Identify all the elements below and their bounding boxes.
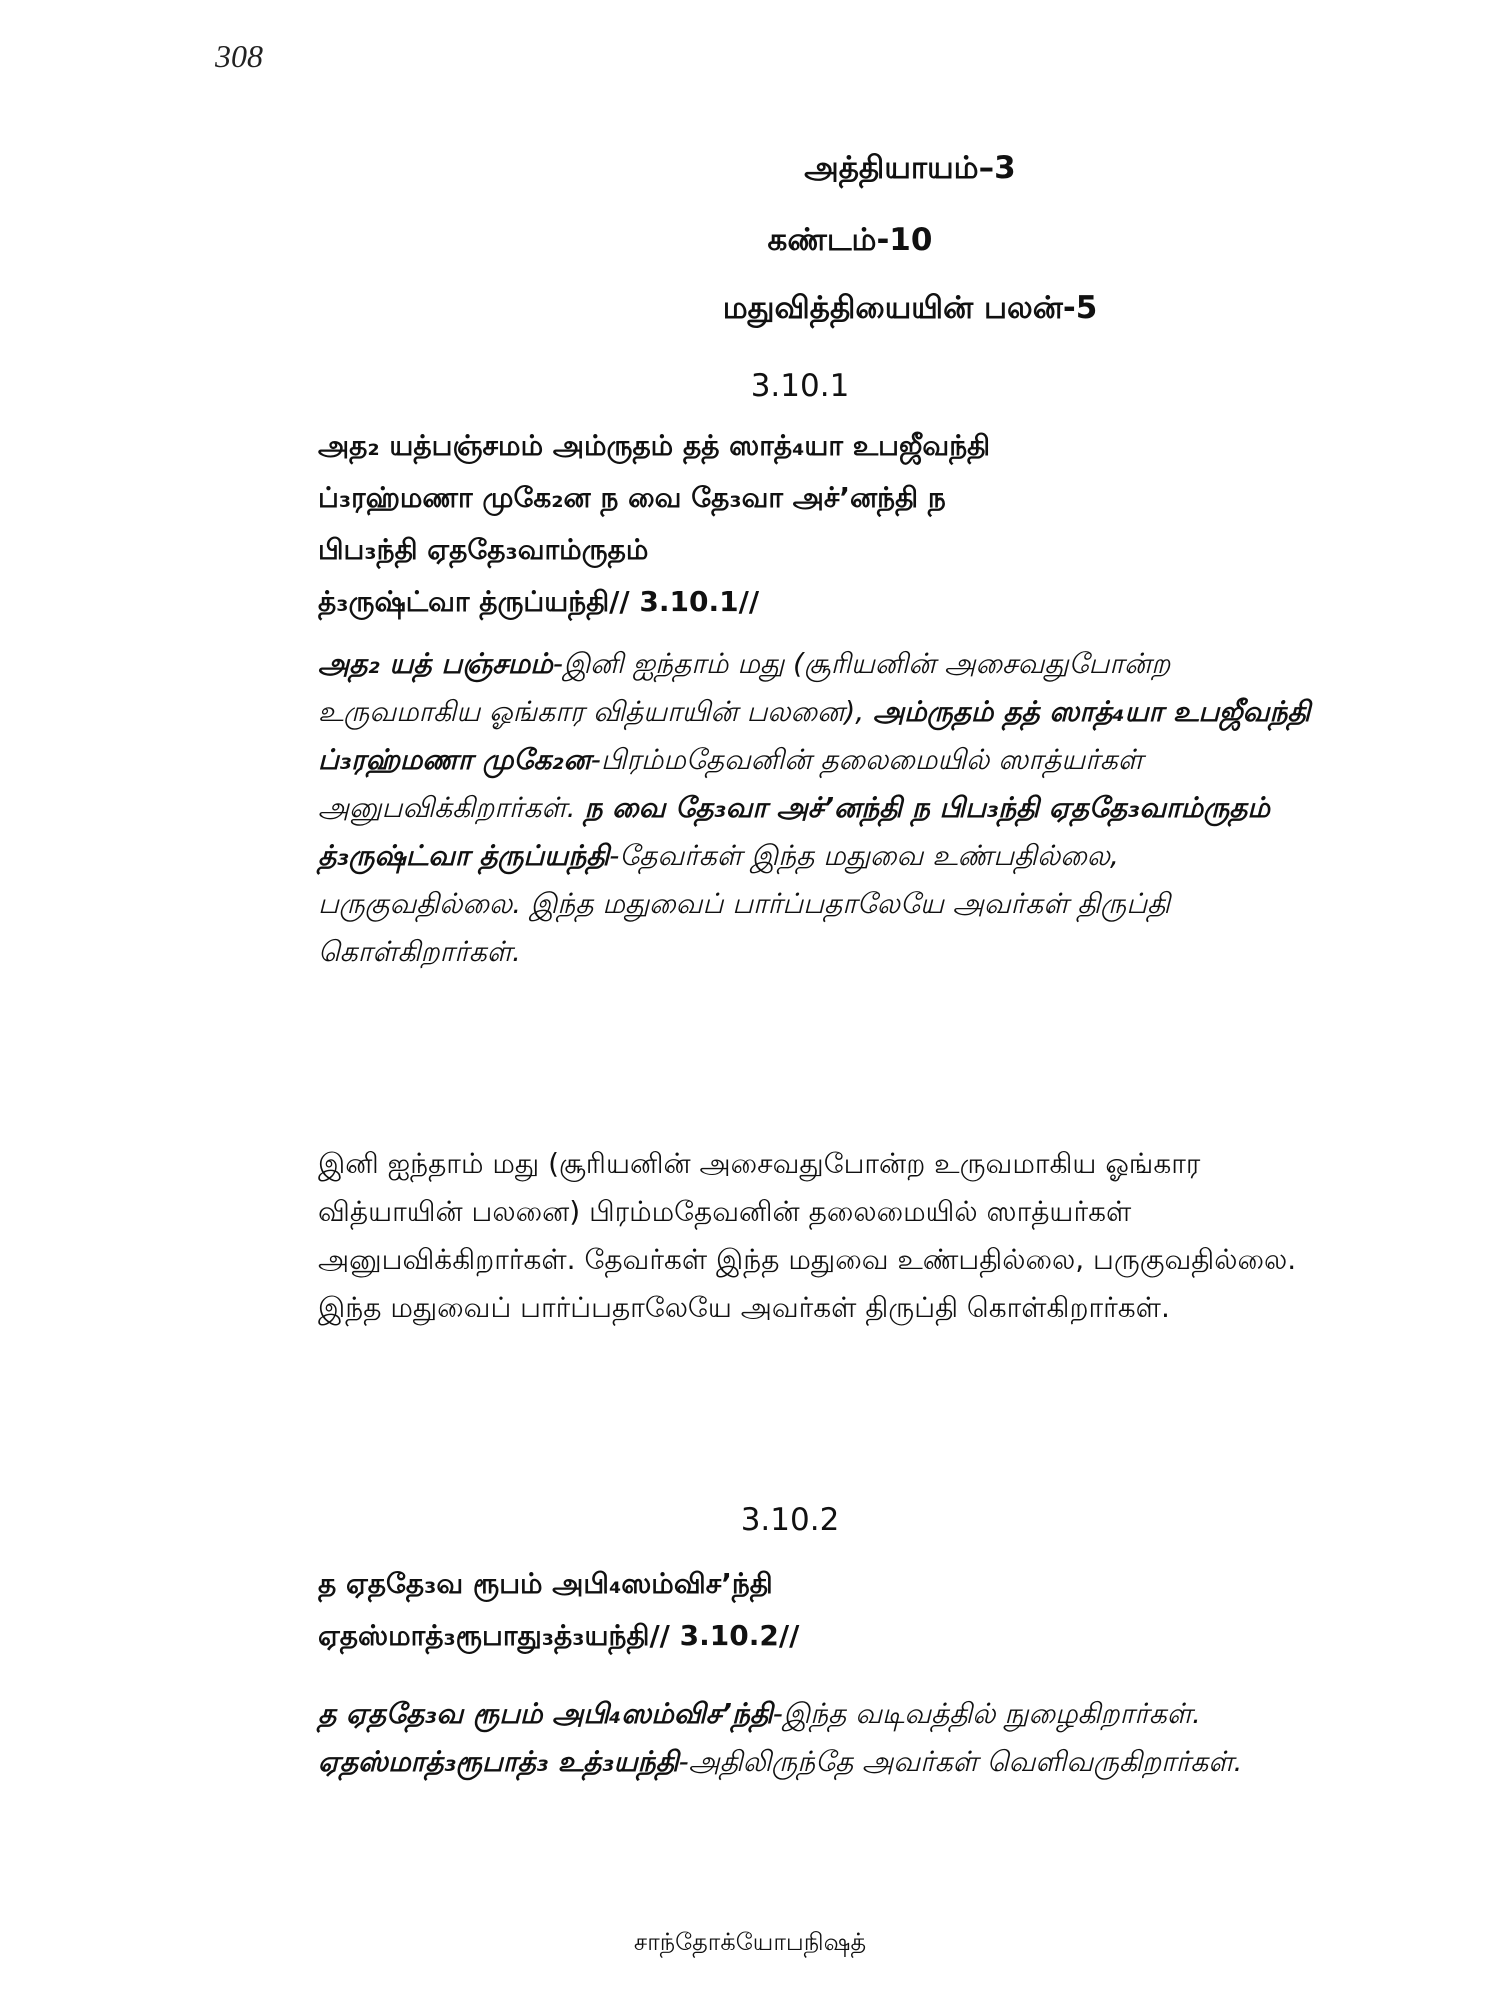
- heading-title: மதுவித்தியையின் பலன்-5: [722, 290, 1098, 326]
- mantra-block: [318, 1558, 1318, 1662]
- commentary-term: அம்ருதம் தத் ஸாத்₄யா உபஜீவந்தி ப்₃ரஹ்மணா முகே₂ன: [318, 695, 1311, 776]
- commentary-text: -பிரம்மதேவனின் தலைமையில் ஸாத்யர்கள் அனுபவிக்கிறார்கள்.: [318, 743, 1143, 824]
- commentary-block: [318, 1690, 1318, 1786]
- chapter-title: அத்தியாயம்–3: [804, 150, 1016, 186]
- verse-number: 3.10.1: [750, 368, 850, 404]
- commentary-term: ந வை தே₃வா அச்’னந்தி ந பிப₃ந்தி ஏததே₃வாம்ருதம் த்₃ருஷ்ட்வா த்ருப்யந்தி: [318, 791, 1270, 872]
- section-title: கண்டம்-10: [767, 222, 933, 258]
- commentary-term: த ஏததே₃வ ரூபம் அபி₄ஸம்விச’ந்தி: [318, 1697, 773, 1730]
- mantra-line: ப்₃ரஹ்மணா முகே₂ன ந வை தே₃வா அச்’னந்தி ந: [318, 481, 946, 514]
- mantra-line: ஏதஸ்மாத்₃ரூபாது₃த்₃யந்தி// 3.10.2//: [318, 1619, 800, 1652]
- footer-title: சாந்தோக்யோபநிஷத்: [633, 1928, 867, 1956]
- commentary-text: -அதிலிருந்தே அவர்கள் வெளிவருகிறார்கள்.: [678, 1745, 1243, 1778]
- commentary-term: அத₂ யத் பஞ்சமம்: [318, 647, 553, 680]
- commentary-text: -இனி ஐந்தாம் மது (சூரியனின் அசைவதுபோன்ற உருவமாகிய ஓங்கார வித்யாயின் பலனை),: [318, 647, 1171, 728]
- commentary-text: -இந்த வடிவத்தில் நுழைகிறார்கள்.: [772, 1697, 1201, 1730]
- commentary-text: -தேவர்கள் இந்த மதுவை உண்பதில்லை, பருகுவதில்லை. இந்த மதுவைப் பார்ப்பதாலேயே அவர்கள் திருப்தி கொள்கிறார்கள்.: [318, 839, 1171, 968]
- prose-text: இனி ஐந்தாம் மது (சூரியனின் அசைவதுபோன்ற உருவமாகிய ஓங்கார வித்யாயின் பலனை) பிரம்மதேவனின் தலைமையில் ஸாத்யர்கள் அனுபவிக்கிறார்கள். தேவர்கள் இந்த மதுவை உண்பதில்லை, பருகுவதில்லை. இந்த மதுவைப் பார்ப்பதாலேயே அவர்கள் திருப்தி கொள்கிறார்கள்.: [318, 1147, 1297, 1324]
- commentary-term: ஏதஸ்மாத்₃ரூபாத்₃ உத்₃யந்தி: [318, 1745, 679, 1778]
- page-number: 308: [215, 38, 263, 74]
- mantra-line: த்₃ருஷ்ட்வா த்ருப்யந்தி// 3.10.1//: [318, 585, 760, 618]
- commentary-block: [318, 640, 1318, 976]
- mantra-line: த ஏததே₃வ ரூபம் அபி₄ஸம்விச’ந்தி: [318, 1567, 773, 1600]
- mantra-block: [318, 420, 1318, 628]
- mantra-line: அத₂ யத்பஞ்சமம் அம்ருதம் தத் ஸாத்₄யா உபஜீவந்தி: [318, 429, 991, 462]
- mantra-line: பிப₃ந்தி ஏததே₃வாம்ருதம்: [318, 533, 649, 566]
- prose-paragraph: [318, 1140, 1318, 1332]
- verse-number: 3.10.2: [740, 1502, 840, 1538]
